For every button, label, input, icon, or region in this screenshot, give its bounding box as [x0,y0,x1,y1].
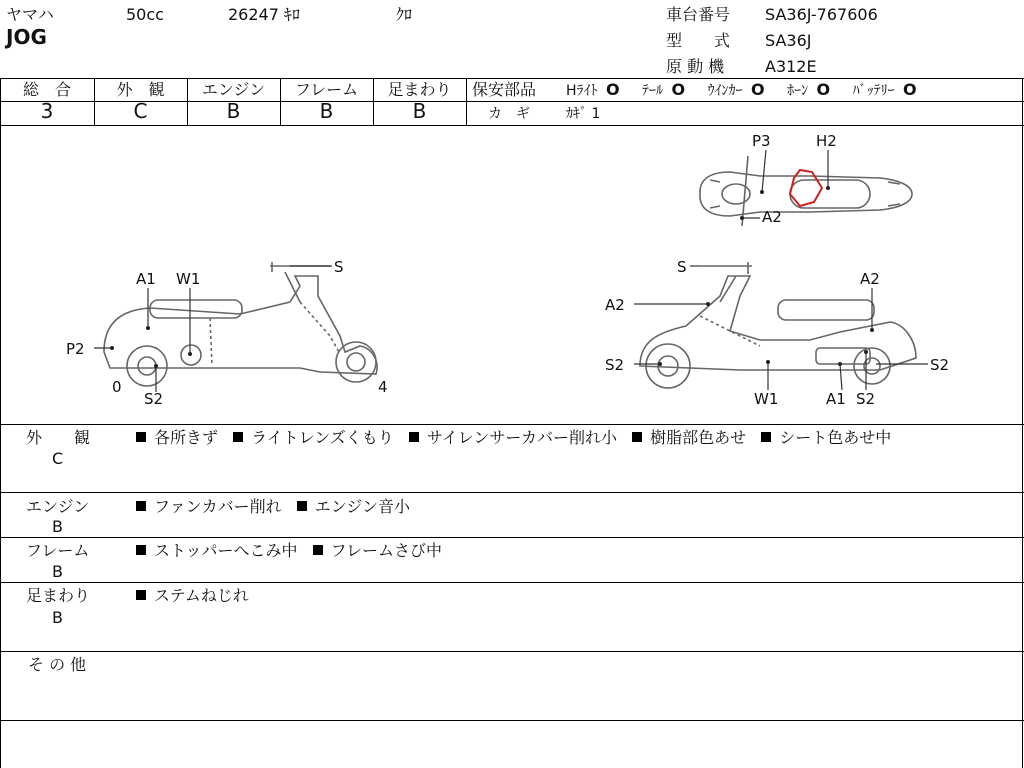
type-label: 型 式 [666,31,731,50]
diagram-label: S2 [605,356,625,374]
mileage: 26247 ｷﾛ [228,5,300,24]
engine-value: A312E [765,57,817,76]
key-value: ｶｷﾞ 1 [566,106,601,122]
remark-item: フレームさび中 [330,541,442,560]
remark-section-frame: フレーム [26,541,90,560]
safety-mark: O [605,80,620,99]
divider [0,582,1024,583]
diagram-label: S2 [144,390,164,408]
diagram-label: P2 [66,340,85,358]
grade-exterior-value: C [133,99,148,123]
type-value: SA36J [765,31,812,50]
scooter-top-view [700,156,912,226]
divider [0,537,1024,538]
remark-item: 各所きず [154,428,219,447]
diagram-label: W1 [754,390,779,408]
safety-mark: O [671,80,686,99]
safety-item-headlight: Hﾗｲﾄ [566,83,598,99]
diagram-label: H2 [816,132,837,150]
diagram-label: A2 [762,208,782,226]
diagram-label: 0 [112,378,122,396]
remark-items-engine [136,498,420,516]
damage-diagram [0,126,1022,424]
remark-grade-engine: B [52,517,63,536]
remark-item: ファンカバー削れ [154,497,282,516]
diagram-label: S [334,258,344,276]
frame-no-label: 車台番号 [666,5,731,24]
divider [0,78,1024,79]
diagram-label: S2 [930,356,950,374]
remark-item: ライトレンズくもり [251,428,394,447]
safety-item-horn: ﾎｰﾝ [787,83,809,99]
remark-item: エンジン音小 [314,497,410,516]
border-right [1022,78,1023,768]
key-label: カ ギ [488,106,530,122]
color: ｸﾛ [396,5,413,24]
safety-mark: O [903,80,917,99]
maker: ヤマハ [6,5,54,24]
grade-engine-value: B [226,99,241,123]
divider [0,651,1024,652]
engine-label: 原 動 機 [666,57,725,76]
divider [466,78,467,125]
remark-items-frame [136,542,452,560]
diagram-label: S [677,258,687,276]
diagram-label: A2 [605,296,625,314]
grade-exterior-label: 外 観 [116,80,165,99]
remark-item: シート色あせ中 [779,428,892,447]
grade-suspension-value: B [412,99,427,123]
diagram-label: A1 [826,390,846,408]
remark-grade-suspension: B [52,608,63,627]
divider [0,424,1024,425]
diagram-label: W1 [176,270,201,288]
remark-item: ステムねじれ [154,586,249,605]
safety-item-tail: ﾃｰﾙ [642,83,664,99]
frame-no: SA36J-767606 [765,5,878,24]
safety-label: 保安部品 [472,80,537,99]
safety-mark: O [816,80,831,99]
remark-section-exterior: 外 観 [26,428,91,447]
divider [0,492,1024,493]
remark-item: ストッパーへこみ中 [154,541,298,560]
remark-item: サイレンサーカバー削れ小 [426,428,618,447]
remark-section-other: そ の 他 [28,655,87,674]
safety-items [566,81,917,100]
remark-section-suspension: 足まわり [26,586,91,605]
remark-items-exterior [136,429,901,447]
grade-frame-label: フレーム [294,80,359,99]
grade-suspension-label: 足まわり [387,80,452,99]
diagram-label: 4 [378,378,388,396]
grade-frame-value: B [319,99,334,123]
remark-grade-frame: B [52,562,63,581]
diagram-label: A2 [860,270,880,288]
safety-item-winker: ｳｲﾝｶｰ [707,83,743,99]
remark-items-suspension [136,587,259,605]
remark-section-engine: エンジン [26,497,90,516]
grade-engine-label: エンジン [201,80,266,99]
diagram-label: S2 [856,390,876,408]
diagram-label: P3 [752,132,771,150]
safety-mark: O [751,80,765,99]
divider [0,720,1024,721]
model-name: JOG [6,25,47,49]
remark-item: 樹脂部色あせ [650,428,747,447]
grade-total-label: 総 合 [22,80,71,99]
diagram-label: A1 [136,270,156,288]
safety-item-battery: ﾊﾞｯﾃﾘｰ [852,83,895,99]
remark-grade-exterior: C [52,449,64,468]
displacement: 50cc [126,5,164,24]
grade-total-value: 3 [40,99,54,123]
